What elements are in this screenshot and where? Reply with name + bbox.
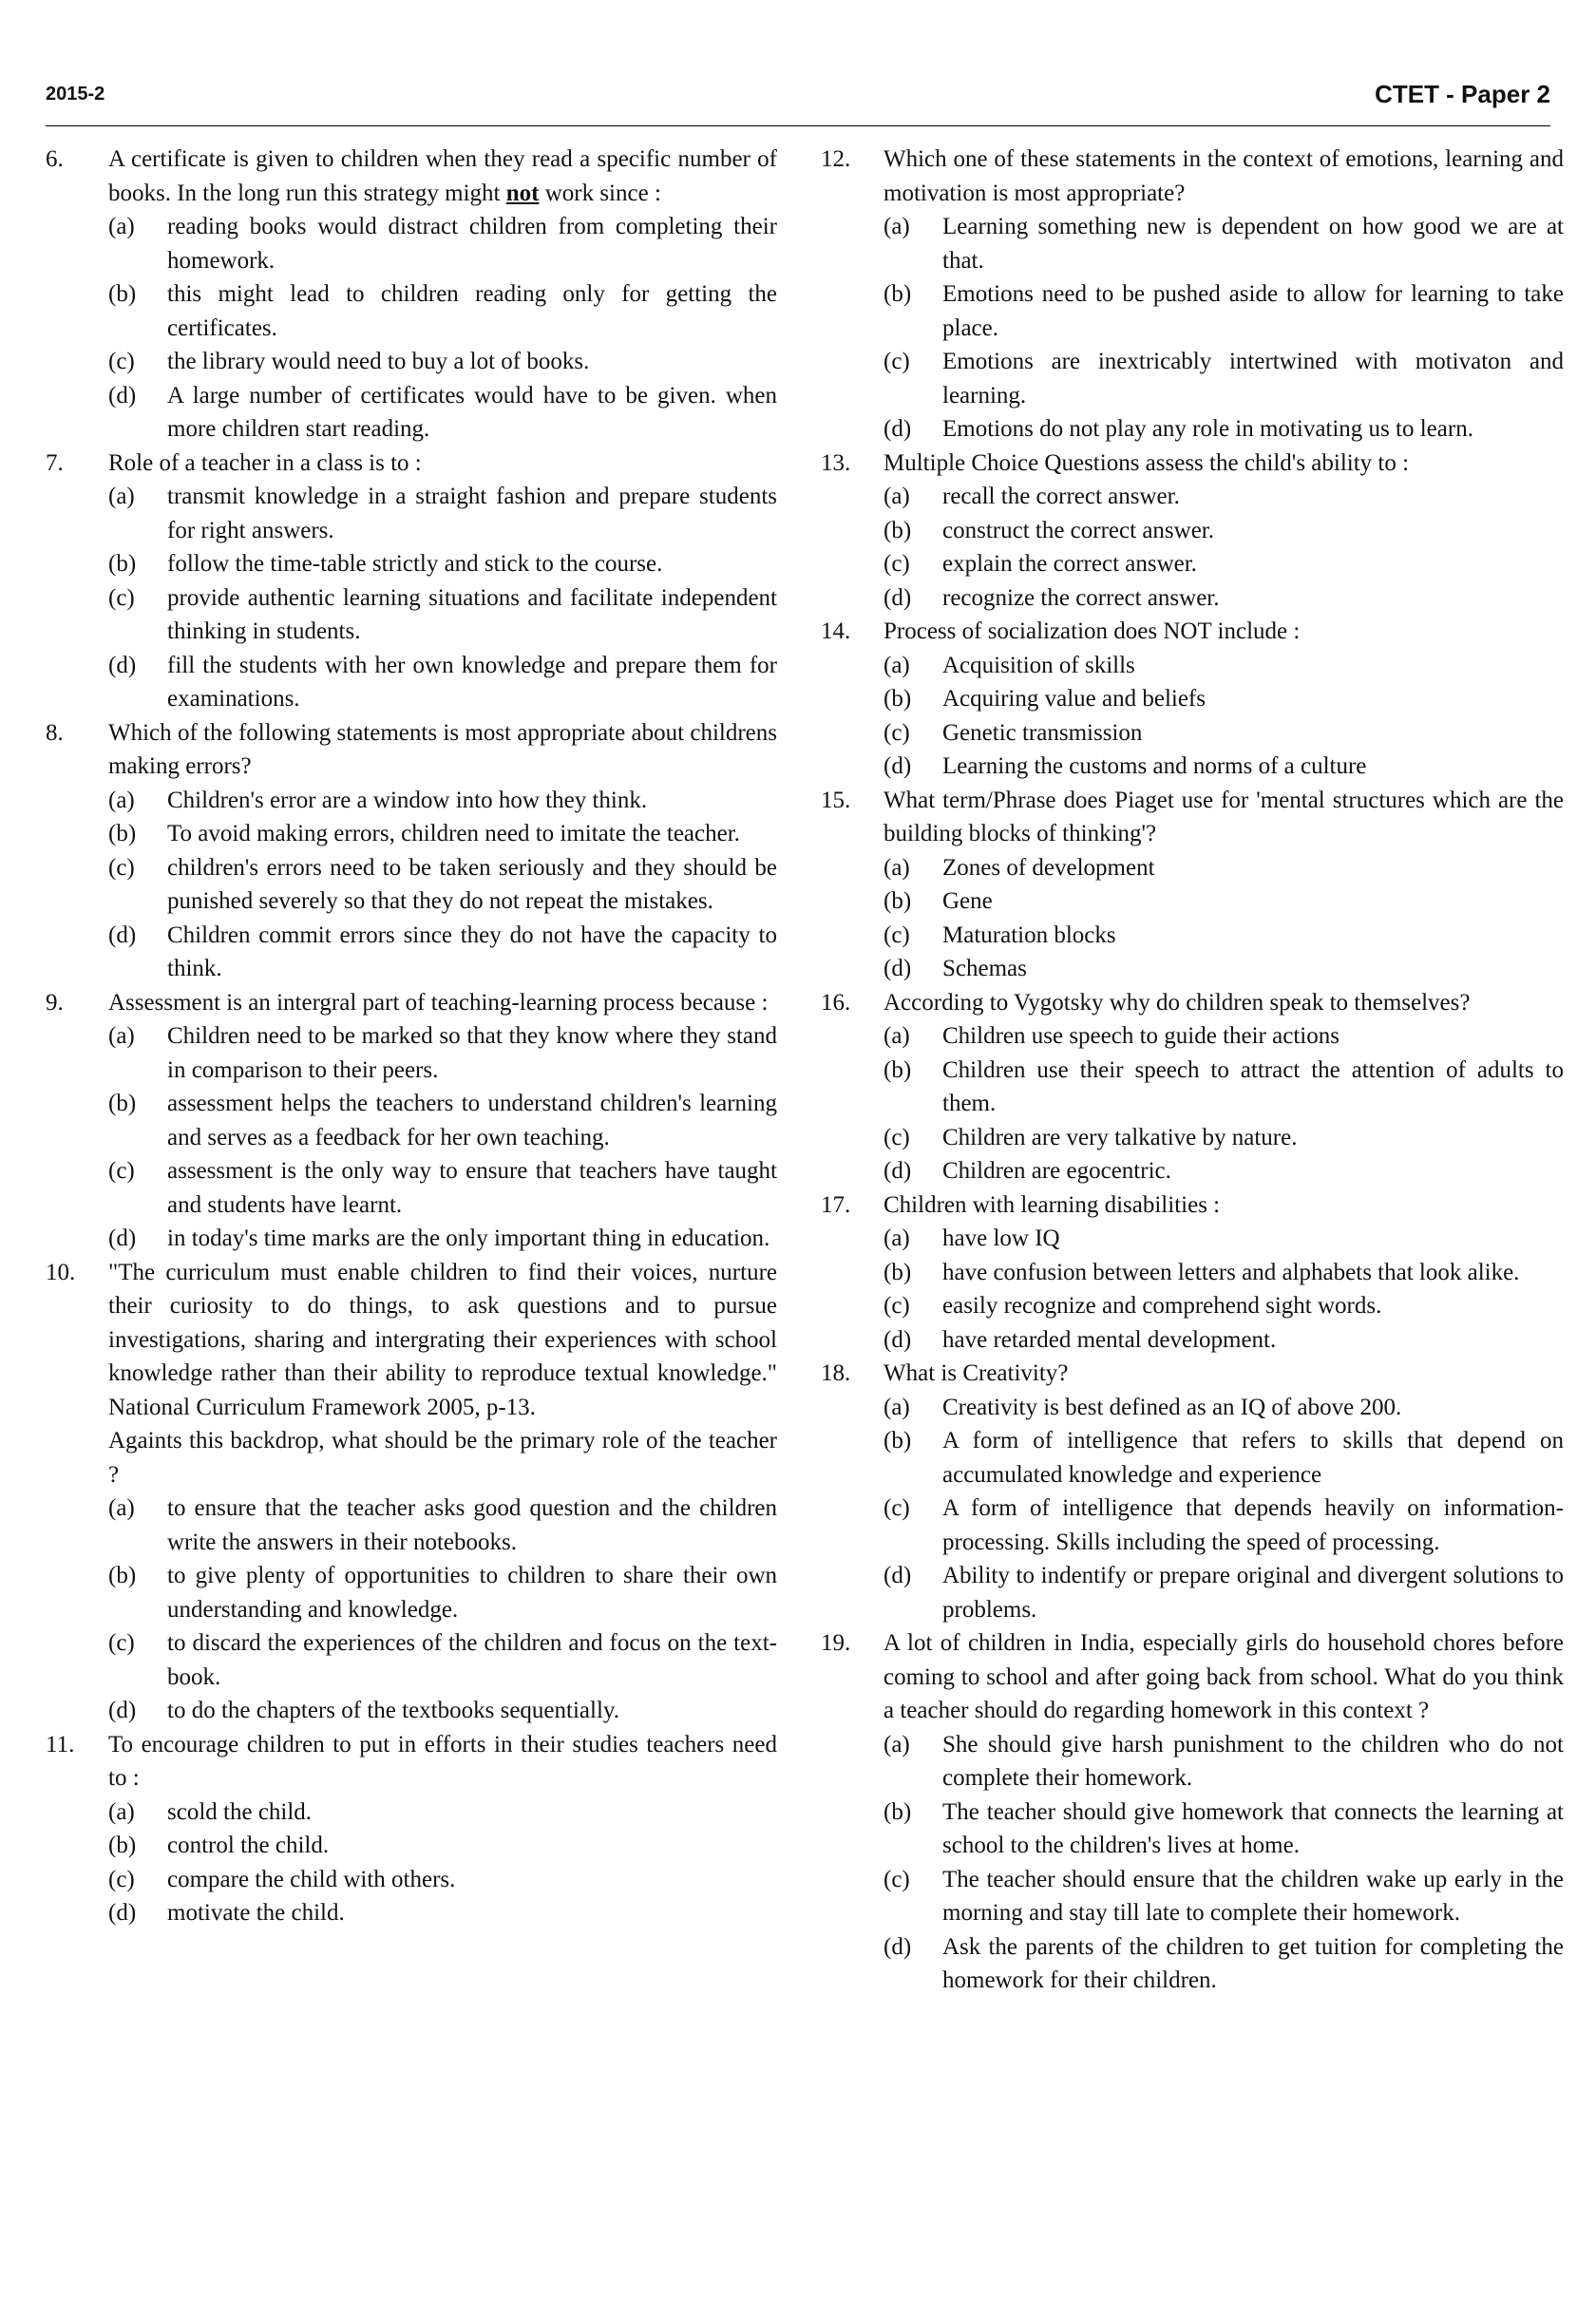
option-b	[884, 1256, 1564, 1290]
option-text: recognize the correct answer.	[942, 584, 1220, 611]
options-list	[108, 210, 777, 446]
option-d	[884, 1559, 1564, 1626]
option-b	[884, 1796, 1564, 1863]
question-text: What term/Phrase does Piaget use for 'mental structures which are the building blocks of thinking'?	[884, 787, 1564, 846]
option-label: (b)	[884, 1798, 912, 1825]
question-text	[108, 142, 777, 210]
option-text: Learning something new is dependent on how good we are at that.	[942, 214, 1564, 274]
left-column	[46, 142, 777, 1930]
option-label: (a)	[108, 214, 135, 239]
question-6	[46, 142, 777, 446]
option-label: (c)	[884, 719, 910, 746]
option-text: have low IQ	[942, 1226, 1060, 1251]
option-text: to give plenty of opportunities to children to share their own understanding and knowledge.	[167, 1563, 777, 1623]
option-a	[108, 1019, 777, 1087]
option-b	[884, 1424, 1564, 1492]
option-label: (d)	[108, 1698, 137, 1723]
option-label: (b)	[884, 888, 912, 914]
option-label: (d)	[884, 1563, 912, 1588]
option-label: (c)	[108, 1866, 135, 1892]
option-c	[108, 345, 777, 379]
question-number: 18.	[821, 1360, 851, 1386]
question-number: 19.	[821, 1630, 851, 1656]
option-b	[884, 884, 1564, 919]
question-16	[821, 986, 1564, 1188]
option-text: this might lead to children reading only for getting the certificates.	[167, 281, 777, 341]
option-text: Children are egocentric.	[942, 1158, 1171, 1184]
option-text: Emotions need to be pushed aside to allow for learning to take place.	[942, 281, 1564, 341]
option-text: control the child.	[167, 1833, 330, 1858]
option-label: (b)	[108, 1833, 137, 1858]
option-label: (d)	[884, 753, 912, 779]
question-text: Role of a teacher in a class is to :	[108, 449, 422, 476]
option-label: (c)	[884, 551, 910, 577]
option-label: (b)	[884, 1259, 912, 1285]
option-b	[884, 682, 1564, 716]
option-label: (a)	[884, 214, 910, 239]
option-label: (a)	[108, 787, 135, 813]
option-d	[108, 1222, 777, 1256]
question-text: "The curriculum must enable children to find their voices, nurture their curiosity to do things, to ask questions and to pursue investigations, sharing and intergrating their experiences with school knowledge rather than their ability to reproduce textual knowledge." National Curriculum Framework 2005, p-13.	[108, 1259, 777, 1420]
option-c	[108, 851, 777, 919]
option-c	[884, 345, 1564, 412]
options-list	[108, 1492, 777, 1728]
question-10	[46, 1256, 777, 1728]
option-text: She should give harsh punishment to the children who do not complete their homework.	[942, 1731, 1564, 1791]
option-label: (c)	[884, 1293, 910, 1319]
option-label: (b)	[108, 821, 137, 846]
question-text: According to Vygotsky why do children speak to themselves?	[884, 989, 1471, 1016]
options-list	[108, 1796, 777, 1930]
question-number: 6.	[46, 146, 64, 172]
question-text: A lot of children in India, especially girls do household chores before coming to school and after going back from school. What do you think a teacher should do regarding homework in this context ?	[884, 1630, 1564, 1723]
option-text: follow the time-table strictly and stick to the course.	[167, 551, 663, 577]
header-rule	[46, 125, 1550, 126]
question-text: Which one of these statements in the context of emotions, learning and motivation is most appropriate?	[884, 146, 1564, 206]
option-text: to do the chapters of the textbooks sequentially.	[167, 1698, 620, 1723]
option-c	[108, 1626, 777, 1694]
option-label: (c)	[884, 1124, 910, 1150]
option-a	[884, 851, 1564, 885]
option-label: (b)	[108, 281, 137, 307]
options-list	[884, 1222, 1564, 1357]
option-d	[108, 649, 777, 716]
right-column	[821, 142, 1564, 1998]
option-label: (b)	[108, 1091, 137, 1116]
option-label: (d)	[884, 1158, 912, 1184]
option-label: (d)	[108, 652, 137, 678]
option-text: Ask the parents of the children to get tuition for completing the homework for their children.	[942, 1933, 1564, 1993]
option-text: to discard the experiences of the children and focus on the text-book.	[167, 1630, 777, 1690]
option-label: (b)	[884, 1428, 912, 1454]
question-text: Which of the following statements is most appropriate about childrens making errors?	[108, 719, 777, 779]
option-label: (c)	[108, 1158, 135, 1184]
question-number: 9.	[46, 989, 64, 1016]
question-19	[821, 1626, 1564, 1998]
option-label: (a)	[884, 1023, 910, 1049]
option-a	[884, 1728, 1564, 1796]
option-text: Children commit errors since they do not have the capacity to think.	[167, 922, 777, 981]
option-label: (a)	[884, 484, 910, 509]
option-label: (b)	[884, 517, 912, 543]
option-c	[884, 1121, 1564, 1155]
question-text: Multiple Choice Questions assess the child's ability to :	[884, 449, 1410, 476]
option-label: (a)	[108, 1495, 135, 1521]
option-text: construct the correct answer.	[942, 517, 1214, 543]
option-text: A large number of certificates would have to be given. when more children start reading.	[167, 382, 777, 442]
page-header	[46, 80, 1550, 112]
options-list	[884, 649, 1564, 784]
question-number: 13.	[821, 449, 851, 476]
option-text: in today's time marks are the only important thing in education.	[167, 1226, 770, 1251]
question-number: 12.	[821, 146, 851, 172]
option-text: To avoid making errors, children need to imitate the teacher.	[167, 821, 740, 846]
option-text: motivate the child.	[167, 1900, 345, 1926]
option-b	[884, 277, 1564, 345]
option-c	[884, 1492, 1564, 1559]
question-number: 7.	[46, 449, 64, 476]
option-a	[108, 210, 777, 277]
option-a	[108, 1796, 777, 1830]
question-12	[821, 142, 1564, 446]
option-c	[108, 581, 777, 649]
option-text: The teacher should ensure that the children wake up early in the morning and stay till late to complete their homework.	[942, 1866, 1564, 1926]
option-c	[884, 716, 1564, 750]
question-number: 15.	[821, 787, 851, 813]
option-b	[108, 277, 777, 345]
option-text: compare the child with others.	[167, 1866, 456, 1892]
option-label: (c)	[108, 1630, 135, 1656]
question-number: 10.	[46, 1259, 76, 1285]
options-list	[108, 784, 777, 986]
option-a	[884, 1391, 1564, 1425]
option-text: transmit knowledge in a straight fashion and prepare students for right answers.	[167, 484, 777, 543]
question-14	[821, 615, 1564, 784]
option-a	[884, 210, 1564, 277]
option-a	[108, 784, 777, 818]
option-text: Children's error are a window into how they think.	[167, 787, 648, 813]
option-text: the library would need to buy a lot of books.	[167, 349, 590, 374]
option-label: (b)	[108, 551, 137, 577]
options-list	[108, 480, 777, 716]
option-label: (a)	[884, 1394, 910, 1420]
option-text: assessment helps the teachers to understand children's learning and serves as a feedback for her own teaching.	[167, 1091, 777, 1150]
option-text: explain the correct answer.	[942, 551, 1197, 577]
option-text: The teacher should give homework that connects the learning at school to the children's lives at home.	[942, 1798, 1564, 1858]
option-label: (a)	[108, 1023, 135, 1049]
page-number: 2015-2	[46, 84, 105, 104]
options-list	[108, 1019, 777, 1256]
option-c	[108, 1863, 777, 1897]
option-text: Children use speech to guide their actions	[942, 1023, 1340, 1049]
question-number: 11.	[46, 1731, 75, 1758]
question-text: Children with learning disabilities :	[884, 1191, 1221, 1218]
question-text: Process of socialization does NOT include :	[884, 618, 1301, 644]
option-label: (c)	[884, 349, 910, 374]
option-text: A form of intelligence that depends heavily on information-processing. Skills including the speed of processing.	[942, 1495, 1564, 1555]
option-label: (b)	[884, 686, 912, 712]
option-b	[884, 514, 1564, 548]
question-13	[821, 446, 1564, 616]
option-d	[108, 1694, 777, 1728]
option-label: (c)	[884, 1866, 910, 1892]
option-b	[884, 1054, 1564, 1121]
options-list	[884, 851, 1564, 986]
question-text-continued: Againts this backdrop, what should be the primary role of the teacher ?	[108, 1428, 777, 1488]
option-text: to ensure that the teacher asks good question and the children write the answers in their notebooks.	[167, 1495, 777, 1555]
question-7	[46, 446, 777, 716]
option-label: (d)	[108, 1900, 137, 1926]
option-d	[884, 1154, 1564, 1188]
option-label: (a)	[884, 1731, 910, 1758]
question-text: What is Creativity?	[884, 1360, 1069, 1386]
option-d	[884, 581, 1564, 616]
option-text: Schemas	[942, 956, 1027, 981]
question-9	[46, 986, 777, 1256]
option-label: (c)	[108, 854, 135, 881]
question-number: 17.	[821, 1191, 851, 1218]
option-text: Emotions do not play any role in motivating us to learn.	[942, 416, 1473, 442]
option-c	[884, 547, 1564, 581]
option-a	[884, 480, 1564, 514]
option-text: provide authentic learning situations and facilitate independent thinking in students.	[167, 584, 777, 644]
option-label: (b)	[884, 281, 912, 307]
question-8	[46, 716, 777, 986]
question-text: Assessment is an intergral part of teaching-learning process because :	[108, 989, 769, 1016]
option-d	[884, 952, 1564, 986]
option-a	[108, 480, 777, 547]
question-number: 14.	[821, 618, 851, 644]
option-d	[108, 919, 777, 986]
options-list	[884, 1728, 1564, 1998]
option-text: Children need to be marked so that they know where they stand in comparison to their peers.	[167, 1023, 777, 1083]
option-label: (c)	[108, 584, 135, 611]
question-18	[821, 1357, 1564, 1626]
option-text: Acquiring value and beliefs	[942, 686, 1206, 712]
option-b	[108, 1829, 777, 1863]
option-label: (d)	[884, 1326, 912, 1353]
option-text: Children are very talkative by nature.	[942, 1124, 1298, 1150]
option-c	[884, 919, 1564, 953]
option-text: have confusion between letters and alphabets that look alike.	[942, 1259, 1520, 1285]
option-d	[108, 379, 777, 446]
option-text: recall the correct answer.	[942, 484, 1180, 509]
option-label: (d)	[108, 1226, 137, 1251]
option-label: (b)	[884, 1056, 912, 1083]
question-text: To encourage children to put in efforts in their studies teachers need to :	[108, 1731, 777, 1791]
option-text: easily recognize and comprehend sight words.	[942, 1293, 1382, 1319]
option-text: Genetic transmission	[942, 719, 1143, 746]
option-text: children's errors need to be taken seriously and they should be punished severely so that they do not repeat the mistakes.	[167, 854, 777, 914]
option-text: Zones of development	[942, 854, 1155, 881]
question-text-part: work since :	[544, 180, 661, 206]
option-label: (d)	[884, 1933, 912, 1960]
option-label: (d)	[108, 922, 137, 948]
option-label: (c)	[884, 922, 910, 948]
option-text: Creativity is best defined as an IQ of above 200.	[942, 1394, 1402, 1420]
option-text: fill the students with her own knowledge and prepare them for examinations.	[167, 652, 777, 712]
option-d	[884, 750, 1564, 784]
options-list	[884, 210, 1564, 446]
option-label: (c)	[884, 1495, 910, 1521]
question-15	[821, 784, 1564, 986]
option-label: (d)	[884, 956, 912, 981]
option-b	[108, 547, 777, 581]
question-number: 16.	[821, 989, 851, 1016]
option-c	[108, 1154, 777, 1222]
option-text: assessment is the only way to ensure that teachers have taught and students have learnt.	[167, 1158, 777, 1218]
option-b	[108, 1559, 777, 1626]
option-label: (d)	[108, 382, 137, 408]
option-a	[884, 1019, 1564, 1054]
option-label: (b)	[108, 1563, 137, 1588]
option-text: have retarded mental development.	[942, 1326, 1277, 1353]
option-label: (d)	[884, 584, 912, 611]
option-text: Ability to indentify or prepare original and divergent solutions to problems.	[942, 1563, 1564, 1623]
options-list	[884, 480, 1564, 615]
option-label: (a)	[884, 652, 910, 678]
option-b	[108, 817, 777, 851]
option-label: (c)	[108, 349, 135, 374]
option-text: Acquisition of skills	[942, 652, 1135, 678]
question-17	[821, 1188, 1564, 1358]
option-a	[884, 649, 1564, 683]
option-d	[884, 1930, 1564, 1998]
option-label: (d)	[884, 416, 912, 442]
option-text: Learning the customs and norms of a culture	[942, 753, 1367, 779]
option-d	[108, 1896, 777, 1930]
paper-title: CTET - Paper 2	[1375, 80, 1550, 108]
question-text-emphasis: not	[505, 180, 540, 206]
option-b	[108, 1087, 777, 1154]
options-list	[884, 1391, 1564, 1627]
option-c	[884, 1863, 1564, 1930]
option-label: (a)	[884, 1226, 910, 1251]
question-11	[46, 1728, 777, 1930]
option-text: A form of intelligence that refers to skills that depend on accumulated knowledge and experience	[942, 1428, 1564, 1488]
option-d	[884, 412, 1564, 446]
option-text: Gene	[942, 888, 993, 914]
option-a	[884, 1222, 1564, 1256]
option-d	[884, 1323, 1564, 1358]
option-label: (a)	[108, 484, 135, 509]
question-number: 8.	[46, 719, 64, 746]
option-text: reading books would distract children from completing their homework.	[167, 214, 777, 274]
option-a	[108, 1492, 777, 1559]
option-text: Emotions are inextricably intertwined with motivaton and learning.	[942, 349, 1564, 408]
question-text-part: A certificate is given to children when they read a specific number of books. In the long run this strategy might	[108, 146, 777, 206]
option-text: Children use their speech to attract the attention of adults to them.	[942, 1056, 1564, 1116]
option-c	[884, 1289, 1564, 1323]
option-text: Maturation blocks	[942, 922, 1116, 948]
option-label: (a)	[884, 854, 910, 881]
options-list	[884, 1019, 1564, 1188]
option-label: (a)	[108, 1798, 135, 1825]
option-text: scold the child.	[167, 1798, 313, 1825]
